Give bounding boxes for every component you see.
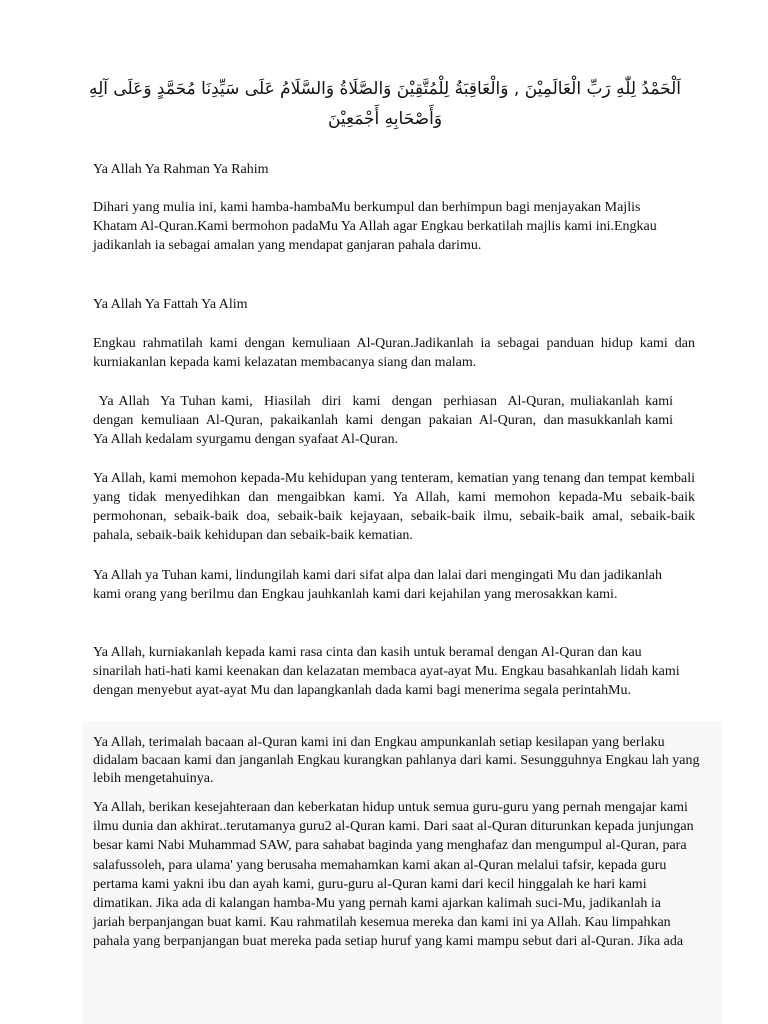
arabic-opening-text: اَلْحَمْدُ لِلّٰهِ رَبِّ الْعَالَمِيْنَ , وَالْعَاقِبَةُ لِلْمُتَّقِيْنَ وَالصَّلَاةُ وَالسَّلَامُ عَلَى سَيِّدِنَا مُحَمَّدٍ وَعَلَى آلِهِ وَأَصْحَابِهِ أَجْمَعِيْنَ — [88, 79, 682, 129]
paragraph-4: Ya Allah, kami memohon kepada-Mu kehidupan yang tenteram, kematian yang tenang dan tempat kembali yang tidak menyedihkan dan mengaibkan kami. Ya Allah, kami memohon kepada-Mu sebaik-baik permohonan, sebaik-baik doa, sebaik-baik kejayaan, sebaik-baik ilmu, sebaik-baik amal, sebaik-baik pahala, sebaik-baik kehidupan dan sebaik-baik kematian. — [93, 471, 695, 543]
paragraph-1: Dihari yang mulia ini, kami hamba-hambaMu berkumpul dan berhimpun bagi menjayakan Majlis Khatam Al-Quran.Kami bermohon padaMu Ya Allah agar Engkau berkatilah majlis kami ini.Engkau jadikanlah ia sebagai amalan yang mendapat ganjaran pahala darimu. — [93, 200, 657, 253]
paragraph-3: Ya Allah Ya Tuhan kami, Hiasilah diri kami dengan perhiasan Al-Quran, muliakanlah kami dengan kemuliaan Al-Quran, pakaikanlah kami dengan pakaian Al-Quran, dan masukkanlah kami Ya Allah kedalam syurgamu dengan syafaat Al-Quran. — [93, 394, 677, 447]
paragraph-8: Ya Allah, berikan kesejahteraan dan keberkatan hidup untuk semua guru-guru yang pernah mengajar kami ilmu dunia dan akhirat..terutamanya guru2 al-Quran kami. Dari saat al-Quran diturunkan kepada junjungan besar kami Nabi Muhammad SAW, para sahabat baginda yang menghafaz dan mengumpul al-Quran, para salafussoleh, para ulama' yang berusaha memahamkan kami akan al-Quran melalui tafsir, kepada guru pertama kami yakni ibu dan ayah kami, guru-guru al-Quran kami dari kecil hinggalah ke hari kami dimatikan. Jika ada di kalangan hamba-Mu yang pernah kami ajarkan kalimah suci-Mu, jadikanlah ia jariah berpanjangan buat kami. Kau rahmatilah kesemua mereka dan kami ini ya Allah. Kau limpahkan pahala yang berpanjangan buat mereka pada setiap huruf yang kami mampu sebut dari al-Quran. Jika ada — [93, 800, 694, 950]
paragraph-6: Ya Allah, kurniakanlah kepada kami rasa cinta dan kasih untuk beramal dengan Al-Quran dan kau sinarilah hati-hati kami keenakan dan kelazatan membaca ayat-ayat Mu. Engkau basahkanlah lidah kami dengan menyebut ayat-ayat Mu dan lapangkanlah dada kami bagi menerima segala perintahMu. — [93, 645, 680, 698]
heading-rahman-rahim: Ya Allah Ya Rahman Ya Rahim — [93, 162, 269, 177]
paragraph-2: Engkau rahmatilah kami dengan kemuliaan Al-Quran.Jadikanlah ia sebagai panduan hidup kami dan kurniakanlan kepada kami kelazatan membacanya siang dan malam. — [93, 336, 695, 370]
paragraph-5: Ya Allah ya Tuhan kami, lindungilah kami dari sifat alpa dan lalai dari mengingati Mu dan jadikanlah kami orang yang berilmu dan Engkau jauhkanlah kami dari kejahilan yang merosakkan kami. — [93, 568, 662, 602]
heading-fattah-alim: Ya Allah Ya Fattah Ya Alim — [93, 297, 248, 312]
paragraph-7: Ya Allah, terimalah bacaan al-Quran kami ini dan Engkau ampunkanlah setiap kesilapan yang berlaku didalam bacaan kami dan janganlah Engkau kurangkan pahlanya dari kami. Sesungguhnya Engkau lah yang lebih mengetahuinya. — [93, 735, 700, 786]
